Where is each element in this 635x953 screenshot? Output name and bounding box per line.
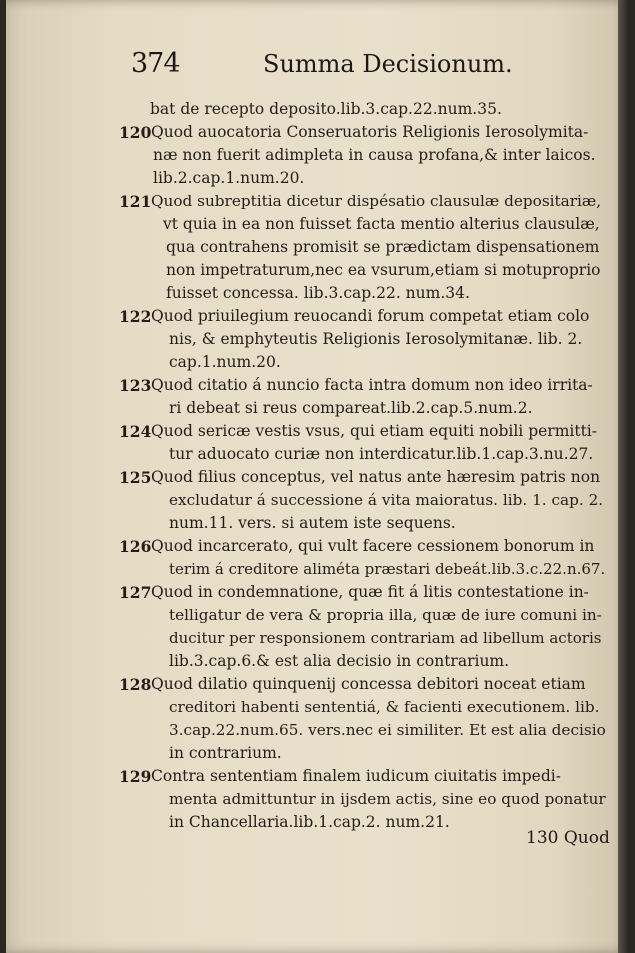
- entry-line: Quod incarcerato, qui vult facere cessionem bonorum in: [151, 537, 595, 555]
- entry-number: 127: [119, 583, 152, 602]
- page-number: 374: [131, 48, 180, 79]
- entry-number: 122: [119, 307, 152, 326]
- entry-line: cap.1.num.20.: [169, 353, 281, 371]
- entry-line: Quod in condemnatione, quæ fit á litis contestatione in-: [151, 583, 589, 601]
- entry-line: menta admittuntur in ijsdem actis, sine eo quod ponatur: [169, 790, 606, 808]
- entry-line: lib.3.cap.6.& est alia decisio in contrarium.: [169, 652, 510, 670]
- entry-line: tur aduocato curiæ non interdicatur.lib.1.cap.3.nu.27.: [169, 445, 594, 463]
- entry-line: num.11. vers. si autem iste sequens.: [169, 514, 456, 532]
- entry-line: Contra sententiam finalem iudicum ciuitatis impedi-: [151, 767, 561, 785]
- entry-line: telligatur de vera & propria illa, quæ de iure comuni in-: [169, 606, 602, 624]
- entry-line: Quod dilatio quinquenij concessa debitori noceat etiam: [151, 675, 586, 693]
- entry-line: Quod priuilegium reuocandi forum competat etiam colo: [151, 307, 590, 325]
- entry-line: in contrarium.: [169, 744, 282, 762]
- entry-line: ducitur per responsionem contrariam ad libellum actoris: [169, 629, 602, 647]
- entry-line: fuisset concessa. lib.3.cap.22. num.34.: [166, 284, 470, 302]
- entry-line: ri debeat si reus compareat.lib.2.cap.5.num.2.: [169, 399, 533, 417]
- book-page: [6, 0, 628, 953]
- entry-line: excludatur á successione á vita maioratus. lib. 1. cap. 2.: [169, 491, 604, 509]
- entry-number: 125: [119, 468, 152, 487]
- entry-number: 126: [119, 537, 152, 556]
- entry-line: non impetraturum,nec ea vsurum,etiam si motuproprio: [166, 261, 601, 279]
- gutter-shadow: [618, 0, 628, 953]
- entry-line: creditori habenti sententiá, & facienti executionem. lib.: [169, 698, 600, 716]
- entry-line: Quod citatio á nuncio facta intra domum non ideo irrita-: [151, 376, 593, 394]
- entry-number: 123: [119, 376, 152, 395]
- entry-line: nis, & emphyteutis Religionis Ierosolymitanæ. lib. 2.: [169, 330, 583, 348]
- entry-line: Quod auocatoria Conseruatoris Religionis Ierosolymita-: [151, 123, 589, 141]
- entry-number: 120: [119, 123, 152, 142]
- entry-line: Quod sericæ vestis vsus, qui etiam equiti nobili permitti-: [151, 422, 598, 440]
- catchword: 130 Quod: [526, 828, 610, 848]
- entry-line: qua contrahens promisit se prædictam dispensationem: [166, 238, 600, 256]
- entry-number: 121: [119, 192, 152, 211]
- entry-line: in Chancellaria.lib.1.cap.2. num.21.: [169, 813, 450, 831]
- entry-number: 129: [119, 767, 152, 786]
- running-head: Summa Decisionum.: [263, 50, 513, 78]
- entry-line: bat de recepto deposito.lib.3.cap.22.num.35.: [150, 100, 502, 118]
- entry-number: 128: [119, 675, 152, 694]
- entry-line: lib.2.cap.1.num.20.: [153, 169, 305, 187]
- entry-line: Quod filius conceptus, vel natus ante hæresim patris non: [151, 468, 601, 486]
- entry-number: 124: [119, 422, 152, 441]
- entry-line: vt quia in ea non fuisset facta mentio alterius clausulæ,: [163, 215, 600, 233]
- entry-line: terim á creditore aliméta præstari debeát.lib.3.c.22.n.67.: [169, 560, 606, 578]
- page-header: [131, 48, 511, 84]
- entry-line: 3.cap.22.num.65. vers.nec ei similiter. Et est alia decisio: [169, 721, 606, 739]
- entry-line: Quod subreptitia dicetur dispésatio clausulæ depositariæ,: [151, 192, 602, 210]
- entry-line: næ non fuerit adimpleta in causa profana,& inter laicos.: [153, 146, 596, 164]
